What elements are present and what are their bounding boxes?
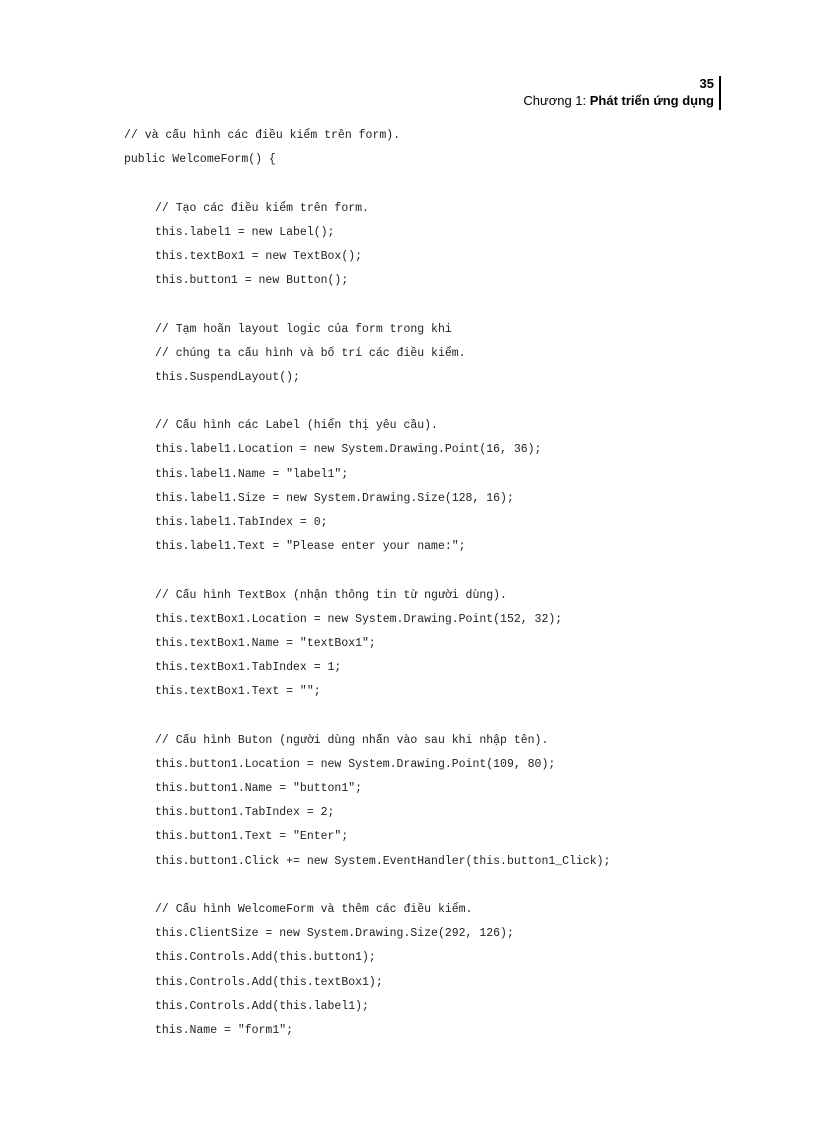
code-line: this.button1.Click += new System.EventHandler(this.button1_Click);	[155, 854, 611, 868]
code-line: this.textBox1.TabIndex = 1;	[155, 661, 342, 675]
code-line: this.button1.Text = "Enter";	[155, 830, 349, 844]
code-line: public WelcomeForm() {	[124, 153, 276, 167]
code-line: this.label1.Name = "label1";	[155, 467, 349, 481]
code-line: // chúng ta cấu hình và bố trí các điều kiểm.	[155, 346, 466, 360]
chapter-title-line	[523, 92, 714, 110]
code-line: // Cấu hình Buton (người dùng nhấn vào sau khi nhập tên).	[155, 733, 549, 747]
code-line: this.label1.Location = new System.Drawing.Point(16, 36);	[155, 443, 542, 457]
code-line: this.ClientSize = new System.Drawing.Size(292, 126);	[155, 927, 514, 941]
blank-line	[124, 172, 764, 196]
code-line: this.button1.Name = "button1";	[155, 782, 363, 796]
code-line: this.button1.TabIndex = 2;	[155, 806, 335, 820]
code-line: this.button1 = new Button();	[155, 274, 349, 288]
code-line: this.Name = "form1";	[155, 1023, 294, 1037]
code-line: this.textBox1.Location = new System.Drawing.Point(152, 32);	[155, 612, 563, 626]
code-line: this.textBox1.Text = "";	[155, 685, 321, 699]
code-line: this.label1.Text = "Please enter your name:";	[155, 540, 466, 554]
blank-line	[124, 390, 764, 414]
code-line: this.textBox1.Name = "textBox1";	[155, 636, 376, 650]
blank-line	[124, 705, 764, 729]
page-number: 35	[699, 76, 714, 91]
code-line: // Tạm hoãn layout logic của form trong khi	[155, 322, 452, 336]
code-line: this.Controls.Add(this.button1);	[155, 951, 376, 965]
blank-line	[124, 874, 764, 898]
code-line: this.SuspendLayout();	[155, 370, 300, 384]
chapter-title: Phát triển ứng dụng	[589, 93, 714, 108]
code-line: this.Controls.Add(this.label1);	[155, 999, 369, 1013]
code-line: this.textBox1 = new TextBox();	[155, 249, 363, 263]
code-line: this.label1.TabIndex = 0;	[155, 516, 328, 529]
code-line: this.label1.Size = new System.Drawing.Size(128, 16);	[155, 491, 514, 505]
page-header	[523, 76, 720, 110]
chapter-prefix: Chương 1:	[523, 93, 590, 108]
code-line: // Cấu hình các Label (hiển thị yêu cầu).	[155, 419, 438, 433]
code-line: this.button1.Location = new System.Drawing.Point(109, 80);	[155, 757, 556, 771]
code-listing	[124, 124, 764, 1043]
code-line: // Cấu hình TextBox (nhận thông tin từ người dùng).	[155, 588, 507, 602]
code-line: this.Controls.Add(this.textBox1);	[155, 975, 383, 989]
code-line: this.label1 = new Label();	[155, 225, 335, 239]
blank-line	[124, 293, 764, 317]
code-line: // Tạo các điều kiểm trên form.	[155, 201, 369, 215]
code-line: // và cấu hình các điều kiểm trên form).	[124, 129, 401, 142]
code-line: // Cấu hình WelcomeForm và thêm các điều kiểm.	[155, 903, 473, 916]
blank-line	[124, 559, 764, 583]
